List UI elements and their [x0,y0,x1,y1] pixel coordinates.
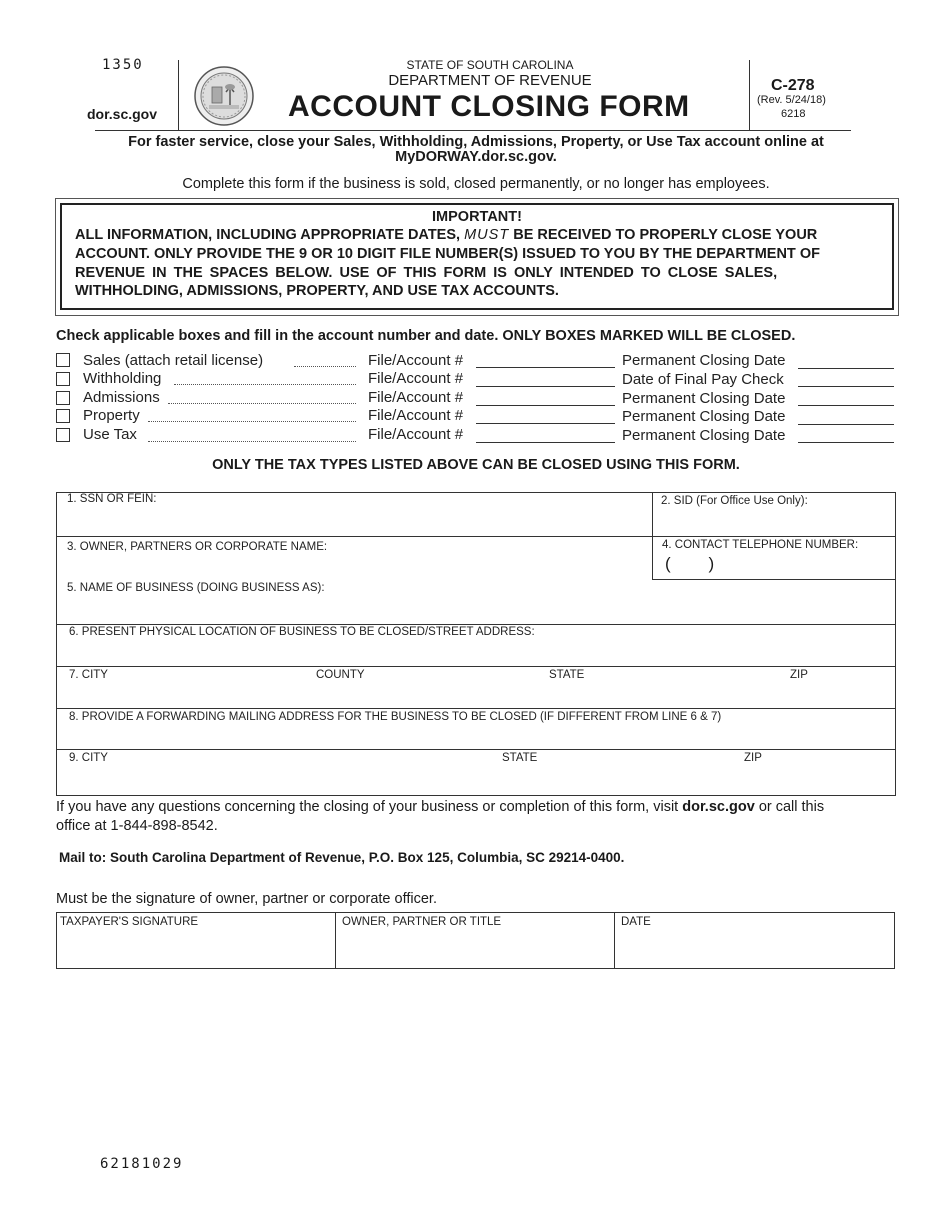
online-notice-line1: For faster service, close your Sales, Withholding, Admissions, Property, or Use Tax account online at [128,134,824,150]
sales-leader [294,366,356,367]
phone-area-code[interactable]: ( ) [665,554,715,573]
use-tax-label: Use Tax [83,426,137,443]
important-line2: ACCOUNT. ONLY PROVIDE THE 9 OR 10 DIGIT FILE NUMBER(S) ISSUED TO YOU BY THE DEPARTMENT OF [75,246,820,262]
taxpayer-signature-field[interactable]: TAXPAYER'S SIGNATURE [60,916,199,928]
withholding-account-input[interactable] [476,386,615,387]
phone-field[interactable]: 4. CONTACT TELEPHONE NUMBER: [662,539,859,551]
city-field[interactable]: 7. CITY [69,669,108,681]
header-divider-right [749,60,750,130]
sales-checkbox[interactable] [56,353,70,367]
county-field[interactable]: COUNTY [316,669,365,681]
important-line1-em: MUST [464,227,510,243]
property-label: Property [83,407,140,424]
forwarding-zip-field[interactable]: ZIP [744,752,762,764]
admissions-checkbox[interactable] [56,391,70,405]
sales-label: Sales (attach retail license) [83,352,264,369]
use-tax-account-input[interactable] [476,442,615,443]
location-field[interactable]: 6. PRESENT PHYSICAL LOCATION OF BUSINESS TO BE CLOSED/STREET ADDRESS: [69,626,535,638]
owner-title-field[interactable]: OWNER, PARTNER OR TITLE [342,916,502,928]
withholding-date-label: Date of Final Pay Check [622,371,784,388]
property-account-input[interactable] [476,423,615,424]
important-heading: IMPORTANT! [432,209,522,225]
zip-field[interactable]: ZIP [790,669,808,681]
sid-field: 2. SID (For Office Use Only): [661,495,808,507]
table-row-rule-4 [56,666,896,667]
table-row-rule-2 [652,579,896,580]
property-account-label: File/Account # [368,407,464,424]
signature-divider-1 [335,912,336,969]
admissions-date-label: Permanent Closing Date [622,390,786,407]
withholding-account-label: File/Account # [368,370,464,387]
ssn-fein-field[interactable]: 1. SSN OR FEIN: [67,493,157,505]
admissions-label: Admissions [83,389,160,406]
withholding-date-input[interactable] [798,386,894,387]
form-title: ACCOUNT CLOSING FORM [288,90,690,123]
table-row-rule-5 [56,708,896,709]
revision-code: 6218 [781,108,806,120]
use-tax-date-input[interactable] [798,442,894,443]
signature-divider-2 [614,912,615,969]
header-rule [95,130,851,131]
admissions-leader [168,403,356,404]
important-line1-a: ALL INFORMATION, INCLUDING APPROPRIATE DATES, [75,227,461,243]
owner-name-field[interactable]: 3. OWNER, PARTNERS OR CORPORATE NAME: [67,541,328,553]
sales-account-label: File/Account # [368,352,464,369]
withholding-leader [174,384,356,385]
instruction-text: Complete this form if the business is sold, closed permanently, or no longer has employees. [182,176,770,192]
business-info-table [56,492,896,796]
questions-line2: office at 1-844-898-8542. [56,818,218,834]
table-row-rule-6 [56,749,896,750]
questions-text-b: or call this [758,799,825,815]
mail-to-address: Mail to: South Carolina Department of Revenue, P.O. Box 125, Columbia, SC 29214-0400. [59,850,625,865]
table-row-rule-3 [56,624,896,625]
questions-text-a: If you have any questions concerning the closing of your business or completion of this form, visit [56,799,679,815]
important-line1-b: BE RECEIVED TO PROPERLY CLOSE YOUR [513,227,818,243]
form-code-left: 1350 [102,57,144,73]
withholding-label: Withholding [83,370,162,387]
admissions-date-input[interactable] [798,405,894,406]
table-row-rule-1b [652,536,896,537]
business-name-field[interactable]: 5. NAME OF BUSINESS (DOING BUSINESS AS): [67,582,325,594]
signature-note: Must be the signature of owner, partner or corporate officer. [56,891,437,907]
use-tax-date-label: Permanent Closing Date [622,427,786,444]
forwarding-city-field[interactable]: 9. CITY [69,752,108,764]
state-name: STATE OF SOUTH CAROLINA [406,58,574,72]
important-line1 [75,227,883,243]
form-number: C-278 [771,77,815,94]
use-tax-leader [148,441,356,442]
admissions-account-input[interactable] [476,405,615,406]
department-name: DEPARTMENT OF REVENUE [388,72,592,89]
forwarding-address-field[interactable]: 8. PROVIDE A FORWARDING MAILING ADDRESS FOR THE BUSINESS TO BE CLOSED (IF DIFFERENT FROM LINE 6 & 7) [69,711,722,723]
property-leader [148,421,356,422]
signature-date-field[interactable]: DATE [621,916,651,928]
sales-date-label: Permanent Closing Date [622,352,786,369]
footer-code: 62181029 [100,1156,184,1172]
state-field[interactable]: STATE [549,669,585,681]
property-checkbox[interactable] [56,409,70,423]
important-line3: REVENUE IN THE SPACES BELOW. USE OF THIS FORM IS ONLY INTENDED TO CLOSE SALES, [75,265,778,281]
use-tax-account-label: File/Account # [368,426,464,443]
header-divider-left [178,60,179,130]
tax-types-note: ONLY THE TAX TYPES LISTED ABOVE CAN BE CLOSED USING THIS FORM. [212,457,740,473]
table-row-rule-1 [56,536,652,537]
important-line4: WITHHOLDING, ADMISSIONS, PROPERTY, AND USE TAX ACCOUNTS. [75,283,559,299]
use-tax-checkbox[interactable] [56,428,70,442]
property-date-input[interactable] [798,424,894,425]
website-label: dor.sc.gov [87,106,158,122]
sales-date-input[interactable] [798,368,894,369]
sales-account-input[interactable] [476,367,615,368]
revision-date: (Rev. 5/24/18) [757,94,826,106]
forwarding-state-field[interactable]: STATE [502,752,538,764]
withholding-checkbox[interactable] [56,372,70,386]
questions-line1 [56,799,824,815]
questions-site-link[interactable]: dor.sc.gov [682,799,755,815]
state-seal-icon [193,65,255,127]
online-notice-line2: MyDORWAY.dor.sc.gov. [395,149,557,165]
admissions-account-label: File/Account # [368,389,464,406]
property-date-label: Permanent Closing Date [622,408,786,425]
check-instruction: Check applicable boxes and fill in the account number and date. ONLY BOXES MARKED WILL BE CLOSED. [56,328,796,344]
